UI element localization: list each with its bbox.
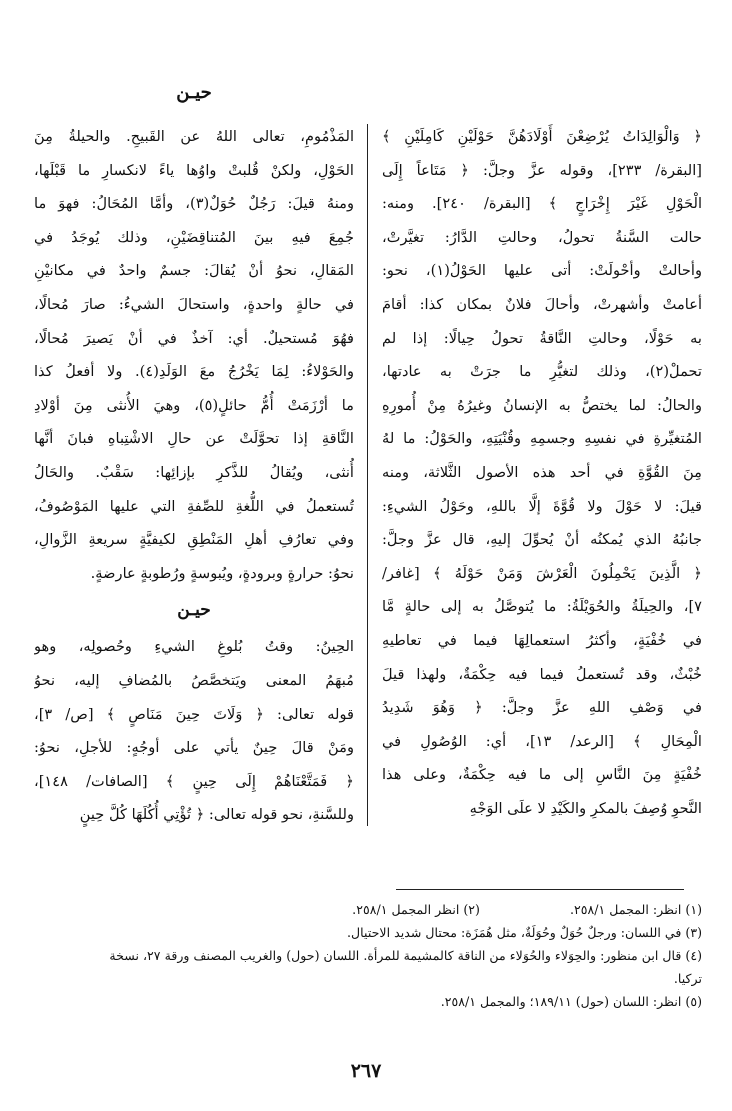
left-column-bottom-line: ﴿ فَمَتَّعْنَاهُمْ إِلَى حِينٍ ﴾ [الصافات/ ١٤٨]، <box>34 772 354 790</box>
right-column-line: مِنَ القُوَّةِ في أحد هذه الأصول الثَّلاثة، ومنه <box>382 463 702 481</box>
footnote-4: (٤) قال ابن منظور: والحِوَلاء والحُوَلاء من الناقة كالمشيمة للمرأة. اللسان (حول) والغريب المصنف ورقة ٢٧، نسخة <box>109 948 702 963</box>
left-column-top-line: ما أرْزَمَتْ أُمُّ حائلٍ(٥)، وهيَ الأُنثى مِنَ أوْلادِ <box>34 396 354 414</box>
right-column-line: قيلَ: لا حَوْلَ ولا قُوَّةَ إلَّا باللهِ، وحَوْلُ الشيءِ: <box>382 497 702 515</box>
footnote-5: (٥) انظر: اللسان (حول) ١٨٩/١١؛ والمجمل ٢٥٨/١. <box>440 994 702 1009</box>
left-column-top-line: الحَوْلِ، ولكنْ قُلبتْ واوُها ياءً لانكسارِ ما قَبْلَها، <box>34 161 354 179</box>
right-column-line: في خُفْيَةٍ، وأكثرُ استعمالِهَا فيما في تعاطيهِ <box>382 631 702 649</box>
page-number: ٢٦٧ <box>350 1060 382 1082</box>
left-column-top-line: في حالةٍ واحدةٍ، واستحالَ الشيءُ: صارَ مُحالًا، <box>34 295 354 313</box>
right-column-line: ﴿ وَالْوَالِدَاتُ يُرْضِعْنَ أَوْلَادَهُنَّ حَوْلَيْنِ كَامِلَيْنِ ﴾ <box>382 128 702 145</box>
right-column-line: الْحَوْلِ غَيْرَ إِخْرَاجٍ ﴾ [البقرة/ ٢٤٠]. ومنه: <box>382 195 702 213</box>
left-column-top <box>34 120 354 590</box>
left-column-bottom-line: مُبهَمُ المعنى ويَتخصَّصُ بالمُضافِ إليه، نحوُ <box>34 671 354 689</box>
left-column-top-line: المَقالِ، نحوُ أنْ يُقالَ: جسمٌ واحدٌ في مكانيْنِ <box>34 262 354 280</box>
left-column-bottom-line: الحِينُ: وقتُ بُلوغِ الشيءِ وحُصولِه، وهو <box>34 638 354 656</box>
right-column <box>382 120 702 825</box>
right-column-line: [البقرة/ ٢٣٣]، وقوله عزَّ وجلَّ: ﴿ مَتَاعاً إِلَى <box>382 161 702 179</box>
footnotes <box>22 898 702 1013</box>
footnote-2: (٢) انظر المجمل ٢٥٨/١. <box>352 902 480 917</box>
left-column <box>34 120 354 832</box>
right-column-line: النَّحوِ وُصِفَ بالمكرِ والكَيْدِ لا علَى الوَجْهِ <box>469 799 702 817</box>
left-column-top-line: أُنثى، ويُقالُ للذَّكرِ بإزائِها: سَقْبٌ. والحَالُ <box>34 463 354 481</box>
left-column-top-line: المَذْمُومِ، تعالى اللهُ عن القَبيحِ. والحيلةُ مِنَ <box>34 128 354 145</box>
footnote-1: (١) انظر: المجمل ٢٥٨/١. <box>569 902 702 917</box>
left-column-bottom <box>34 630 354 832</box>
left-column-top-line: فهُوَ مُستحيلٌ. أي: آخذٌ في أنْ يَصيرَ مُحالًا، <box>34 329 354 347</box>
footnote-4-continued: تركيا. <box>673 971 702 986</box>
left-column-top-line: تُستعملُ في اللُّغةِ للصِّفةِ التي عليها المَوْصُوفُ، <box>34 497 354 515</box>
footnote-3: (٣) في اللسان: ورجلٌ حُوَلٌ وحُوَلَةٌ، مثل هُمَزَة: محتال شديد الاحتيال. <box>347 925 702 940</box>
right-column-line: وأحالتْ وأحْولَتْ: أتى عليها الحَوْلُ(١)، نحو: <box>382 262 702 280</box>
left-column-top-line: جُمِعَ فيهِ بينَ المُتناقِضَيْنِ، وذلك يُوجَدُ في <box>34 228 354 246</box>
right-column-line: الْمِحَالِ ﴾ [الرعد/ ١٣]، أي: الوُصُولِ في <box>382 732 702 750</box>
right-column-line: والحالُ: لما يختصُّ به الإنسانُ وغيرُهُ مِنْ أُمورِهِ <box>382 396 702 414</box>
left-column-top-line: النَّاقةِ إذا تحوَّلَتْ عن حالِ الاشْتِباهِ فبانَ أنَّها <box>34 430 354 448</box>
section-title: حيـن <box>177 600 211 621</box>
running-header <box>0 82 732 103</box>
left-column-top-line: ومنهُ قيلَ: رَجُلٌ حُوَلٌ(٣)، وأمَّا المُحَالُ: فهوَ ما <box>34 195 354 213</box>
right-column-line: به حَوْلًا، وحالتِ النَّاقةُ تحولُ حِيالًا: إذا لم <box>382 329 702 347</box>
header-word: حيـن <box>176 82 212 103</box>
right-column-line: المُتغيِّرةِ في نفسِهِ وجسمِهِ وقُنْيَتِهِ، والحَوْلُ: ما لهُ <box>382 430 702 448</box>
right-column-line: خُفْيَةٍ مِنَ النَّاسِ إلى ما فيه حِكْمَةٌ، وعلى هذا <box>382 766 702 784</box>
right-column-line: تحملْ(٢)، وذلك لتغيُّرِ ما جرَتْ به عادتها، <box>382 363 702 381</box>
footnote-row-1 <box>22 898 702 921</box>
column-divider <box>367 124 368 826</box>
left-column-bottom-line: ومَنْ قالَ حِينٌ يأتي على أوجُهٍ: للأجلِ، نحوُ: <box>34 739 354 757</box>
left-column-top-line: نحوُ: حرارةٍ وبرودةٍ، ويُبوسةٍ ورُطوبةٍ عارضةٍ. <box>90 564 354 582</box>
left-column-top-line: والحَوْلاءُ: لِمَا يَخْرُجُ معَ الوَلَدِ(٤). ولا أفعلُ كذا <box>34 363 354 381</box>
right-column-line: في وَصْفِ اللهِ عزَّ وجلَّ: ﴿ وَهُوَ شَدِيدُ <box>382 699 702 717</box>
right-column-line: جانبُهُ الذي يُمكنُه أنْ يُحوِّلَ إليهِ، قال عزَّ وجلَّ: <box>382 531 702 549</box>
right-column-line: أعامتْ وأشهرتْ، وأحالَ فلانٌ بمكان كذا: أقامَ <box>382 295 702 313</box>
right-column-line: خُبْثٌ، وقد تُستعملُ فيما فيه حِكْمَةٌ، ولهذا قيلَ <box>382 665 702 683</box>
right-column-line: ﴿ الَّذِينَ يَحْمِلُونَ الْعَرْشَ وَمَنْ حَوْلَهُ ﴾ [غافر/ <box>382 564 702 582</box>
right-column-line: ٧]، والحِيلَةُ والحُوَيْلَةُ: ما يُتوصَّلُ به إلى حالةٍ مَّا <box>382 598 702 616</box>
left-column-bottom-line: وللسَّنةِ، نحو قوله تعالى: ﴿ تُؤْتِي أُكُلَهَا كُلَّ حِينٍ <box>79 806 354 824</box>
footnote-rule <box>396 889 684 890</box>
left-column-bottom-line: قوله تعالى: ﴿ وَلَاتَ حِينَ مَنَاصٍ ﴾ [ص/ ٣]، <box>34 705 354 723</box>
right-column-line: حالت السَّنةُ تحولُ، وحالتِ الدَّارُ: تغيَّرتْ، <box>382 228 702 246</box>
left-column-top-line: وفي تعارُفِ أهلِ المَنْطِقِ لكيفيَّةٍ سريعةِ الزَّوالِ، <box>34 531 354 549</box>
